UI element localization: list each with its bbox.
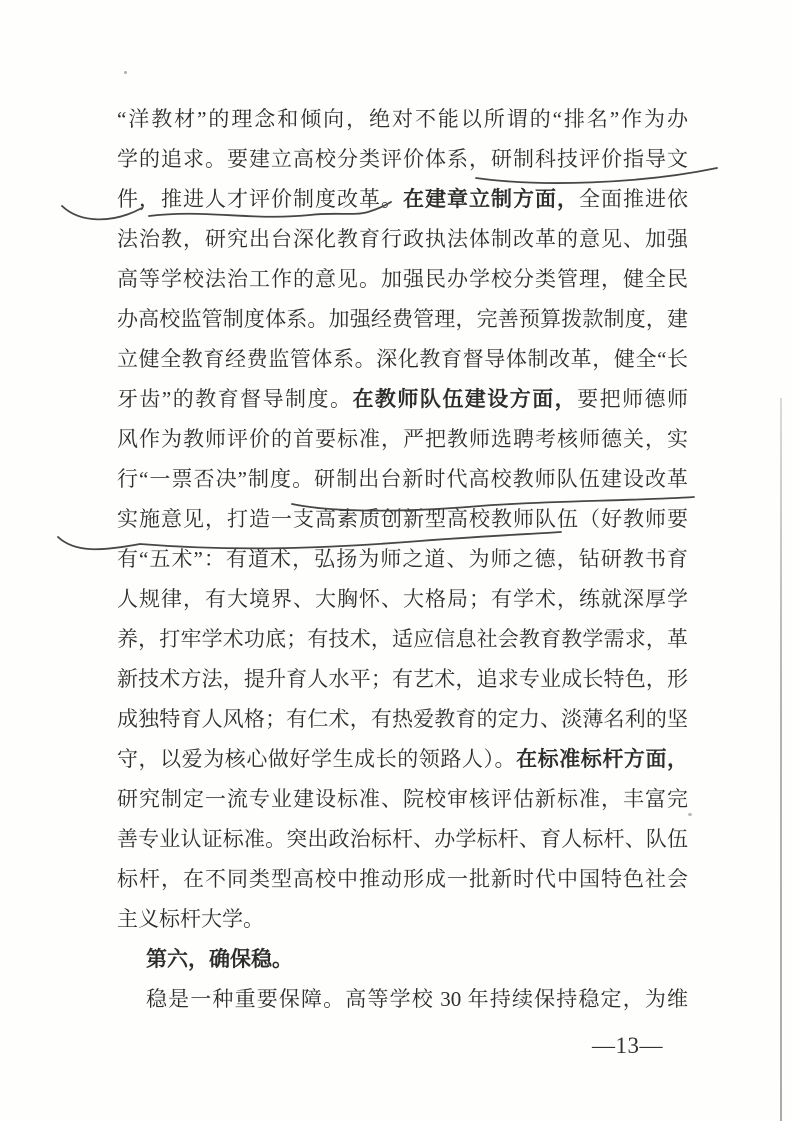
text-line — [117, 739, 688, 779]
text-segment: 有“五术”：有道术，弘扬为师之道、为师之德，钻研教书育 — [117, 547, 688, 571]
text-line — [117, 859, 688, 899]
text-segment: 守，以爱为核心做好学生成长的领路人）。 — [117, 747, 517, 771]
page-number: —13— — [592, 1033, 663, 1058]
text-line — [117, 659, 688, 699]
text-line — [117, 419, 688, 459]
text-segment: 件，推进人才评价制度改革。 — [117, 187, 403, 211]
text-segment: 立健全教育经费监管体系。深化教育督导体制改革，健全“长 — [117, 347, 688, 371]
text-segment: 成独特育人风格；有仁术，有热爱教育的定力、淡薄名利的坚 — [117, 707, 688, 731]
text-line — [117, 699, 688, 739]
scan-edge-artifact — [780, 398, 782, 1121]
text-line — [117, 539, 688, 579]
text-line — [117, 979, 688, 1019]
bold-text-segment: 在教师队伍建设方面， — [352, 387, 578, 411]
text-segment: 办高校监管制度体系。加强经费管理，完善预算拨款制度，建 — [117, 307, 688, 331]
text-line — [117, 299, 688, 339]
text-line — [117, 499, 688, 539]
text-segment: 研究制定一流专业建设标准、院校审核评估新标准，丰富完 — [117, 787, 688, 811]
text-line — [117, 259, 688, 299]
text-segment: 要把师德师 — [577, 387, 689, 411]
text-line — [117, 339, 688, 379]
text-segment: 养，打牢学术功底；有技术，适应信息社会教育教学需求，革 — [117, 627, 688, 651]
scan-speck — [688, 813, 692, 816]
text-segment: 高等学校法治工作的意见。加强民办学校分类管理，健全民 — [117, 267, 688, 291]
text-line — [117, 939, 688, 979]
bold-text-segment: 在建章立制方面， — [403, 187, 579, 211]
text-line — [117, 139, 688, 179]
text-line — [117, 619, 688, 659]
document-body — [117, 99, 688, 1019]
text-line — [117, 779, 688, 819]
scan-speck — [124, 71, 127, 74]
text-segment: “洋教材”的理念和倾向，绝对不能以所谓的“排名”作为办 — [117, 107, 688, 131]
text-segment: 风作为教师评价的首要标准，严把教师选聘考核师德关，实 — [117, 427, 688, 451]
text-line — [117, 819, 688, 859]
text-segment: 新技术方法，提升育人水平；有艺术，追求专业成长特色，形 — [117, 667, 688, 691]
text-line — [117, 459, 688, 499]
text-segment: 牙齿”的教育督导制度。 — [117, 387, 353, 411]
text-line — [117, 579, 688, 619]
text-line — [117, 899, 688, 939]
text-segment: 全面推进依 — [579, 187, 688, 211]
text-segment: 学的追求。要建立高校分类评价体系，研制科技评价指导文 — [117, 147, 688, 171]
text-line — [117, 179, 688, 219]
text-line — [117, 219, 688, 259]
text-segment: 行“一票否决”制度。研制出台新时代高校教师队伍建设改革 — [117, 467, 688, 491]
text-segment: 主义标杆大学。 — [117, 907, 264, 931]
text-segment: 人规律，有大境界、大胸怀、大格局；有学术，练就深厚学 — [117, 587, 688, 611]
text-segment: 稳是一种重要保障。高等学校 30 年持续保持稳定，为维 — [146, 987, 688, 1011]
bold-text-segment: 在标准标杆方面， — [516, 747, 689, 771]
bold-text-segment: 第六，确保稳。 — [146, 947, 293, 971]
text-segment: 实施意见，打造一支高素质创新型高校教师队伍（好教师要 — [117, 507, 688, 531]
text-segment: 善专业认证标准。突出政治标杆、办学标杆、育人标杆、队伍 — [117, 827, 688, 851]
text-segment: 标杆，在不同类型高校中推动形成一批新时代中国特色社会 — [117, 867, 688, 891]
text-line — [117, 99, 688, 139]
text-line — [117, 379, 688, 419]
text-segment: 法治教，研究出台深化教育行政执法体制改革的意见、加强 — [117, 227, 688, 251]
